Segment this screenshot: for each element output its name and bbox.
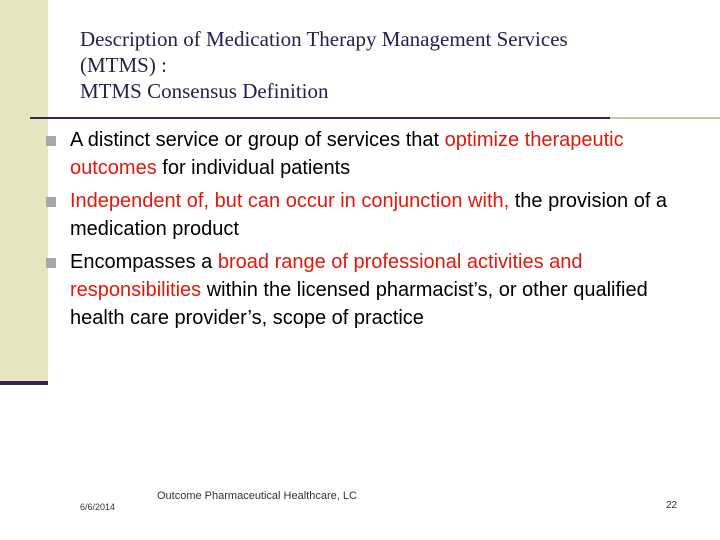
square-bullet-icon	[46, 136, 56, 146]
bullet-1-text-1: A distinct service or group of services that	[70, 129, 445, 151]
bullet-3-highlight: broad range of professional activities and responsibilities	[70, 251, 583, 301]
bullet-2-highlight: Independent of, but can occur in conjunction with,	[70, 190, 510, 212]
bullet-list	[46, 126, 686, 337]
square-bullet-icon	[46, 258, 56, 268]
bullet-1-highlight: optimize therapeutic outcomes	[70, 129, 624, 179]
footer-date: 6/6/2014	[80, 502, 116, 512]
title-divider-rule	[30, 117, 685, 119]
title-line-2: (MTMS) :	[80, 53, 167, 77]
bullet-1-text-2: for individual patients	[156, 157, 351, 179]
footer-page-number: 22	[666, 500, 678, 511]
bullet-3-text-2: within the licensed pharmacist’s, or other qualified health care provider’s, scope of practice	[70, 279, 648, 329]
bullet-2-text-1: the provision of a medication product	[70, 190, 668, 240]
footer-organization: Outcome Pharmaceutical Healthcare, LC	[157, 490, 357, 502]
title-divider-rule-tail	[610, 117, 720, 119]
bullet-3-text-1: Encompasses a	[70, 251, 218, 273]
bullet-item-3	[46, 248, 686, 332]
bullet-item-2	[46, 187, 686, 243]
left-accent-bar	[0, 0, 48, 384]
left-accent-bar-edge	[0, 381, 48, 385]
title-line-3: MTMS Consensus Definition	[80, 79, 329, 103]
bullet-item-1	[46, 126, 686, 182]
square-bullet-icon	[46, 197, 56, 207]
slide-title	[80, 26, 700, 104]
title-line-1: Description of Medication Therapy Management Services	[80, 27, 568, 51]
